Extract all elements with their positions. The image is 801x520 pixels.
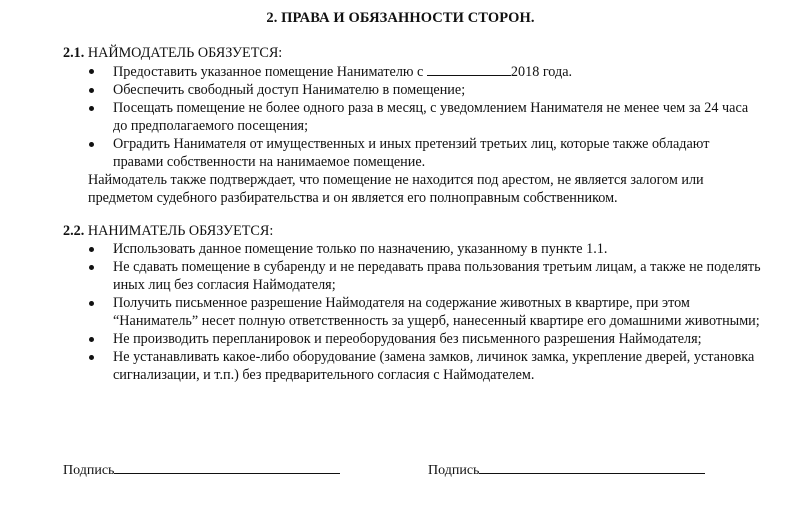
bullet-icon	[89, 69, 94, 74]
section-number: 2.1.	[63, 45, 85, 61]
bullet-icon	[89, 301, 94, 306]
document-title: 2. ПРАВА И ОБЯЗАННОСТИ СТОРОН.	[266, 10, 535, 26]
signature-label: Подпись	[428, 463, 480, 478]
section-landlord-obligations	[63, 44, 763, 207]
signature-line	[114, 459, 340, 474]
item-text: Использовать данное помещение только по назначению, указанному в пункте 1.1.	[113, 241, 608, 257]
list-item	[63, 240, 763, 258]
signature-label: Подпись	[63, 463, 115, 478]
section-tenant-obligations	[63, 222, 763, 384]
section-heading	[63, 44, 763, 62]
bullet-icon	[89, 106, 94, 111]
list-item	[63, 348, 763, 384]
list-item	[63, 135, 763, 171]
item-text: Не устанавливать какое-либо оборудование (замена замков, личинок замка, укрепление дверей, установка сигнализации, и т.п.) без предварительного согласия с Наймодателем.	[113, 349, 755, 383]
obligations-list	[63, 240, 763, 384]
list-item	[63, 99, 763, 135]
bullet-icon	[89, 247, 94, 252]
signature-right	[428, 459, 705, 480]
item-text: Посещать помещение не более одного раза в месяц, с уведомлением Нанимателя не менее чем за 24 часа до предполагаемого посещения;	[113, 100, 749, 134]
bullet-icon	[89, 142, 94, 147]
section-title: НАНИМАТЕЛЬ ОБЯЗУЕТСЯ:	[87, 223, 274, 239]
list-item	[63, 81, 763, 99]
item-text: Оградить Нанимателя от имущественных и иных претензий третьих лиц, которые также обладают правами собственности на нанимаемое помещение.	[113, 136, 710, 170]
item-text-start: Предоставить указанное помещение Нанимателю с	[113, 64, 427, 80]
section-title: НАЙМОДАТЕЛЬ ОБЯЗУЕТСЯ:	[87, 45, 283, 61]
list-item	[63, 294, 763, 330]
section-heading	[63, 222, 763, 240]
signature-line	[479, 459, 705, 474]
item-text: Не производить перепланировок и переоборудования без письменного разрешения Наймодателя;	[113, 331, 702, 347]
bullet-icon	[89, 88, 94, 93]
signature-left	[63, 459, 340, 480]
bullet-icon	[89, 265, 94, 270]
bullet-icon	[89, 355, 94, 360]
date-blank-line	[427, 62, 511, 76]
list-item	[63, 62, 763, 81]
bullet-icon	[89, 337, 94, 342]
item-text: Обеспечить свободный доступ Нанимателю в помещение;	[113, 82, 466, 98]
obligations-list	[63, 62, 763, 171]
list-item	[63, 330, 763, 348]
item-text: Получить письменное разрешение Наймодателя на содержание животных в квартире, при этом “Наниматель” несет полную ответственность за ущерб, нанесенный квартире его домашними животными;	[113, 295, 760, 329]
landlord-confirmation-paragraph: Наймодатель также подтверждает, что помещение не находится под арестом, не является залогом или предметом судебного разбирательства и он является его полноправным собственником.	[88, 172, 704, 206]
section-number: 2.2.	[63, 223, 85, 239]
item-text: Не сдавать помещение в субаренду и не передавать права пользования третьим лицам, а также не поделять иных лиц без согласия Наймодателя;	[113, 259, 761, 293]
item-text-end: 2018 года.	[510, 64, 573, 80]
list-item	[63, 258, 763, 294]
